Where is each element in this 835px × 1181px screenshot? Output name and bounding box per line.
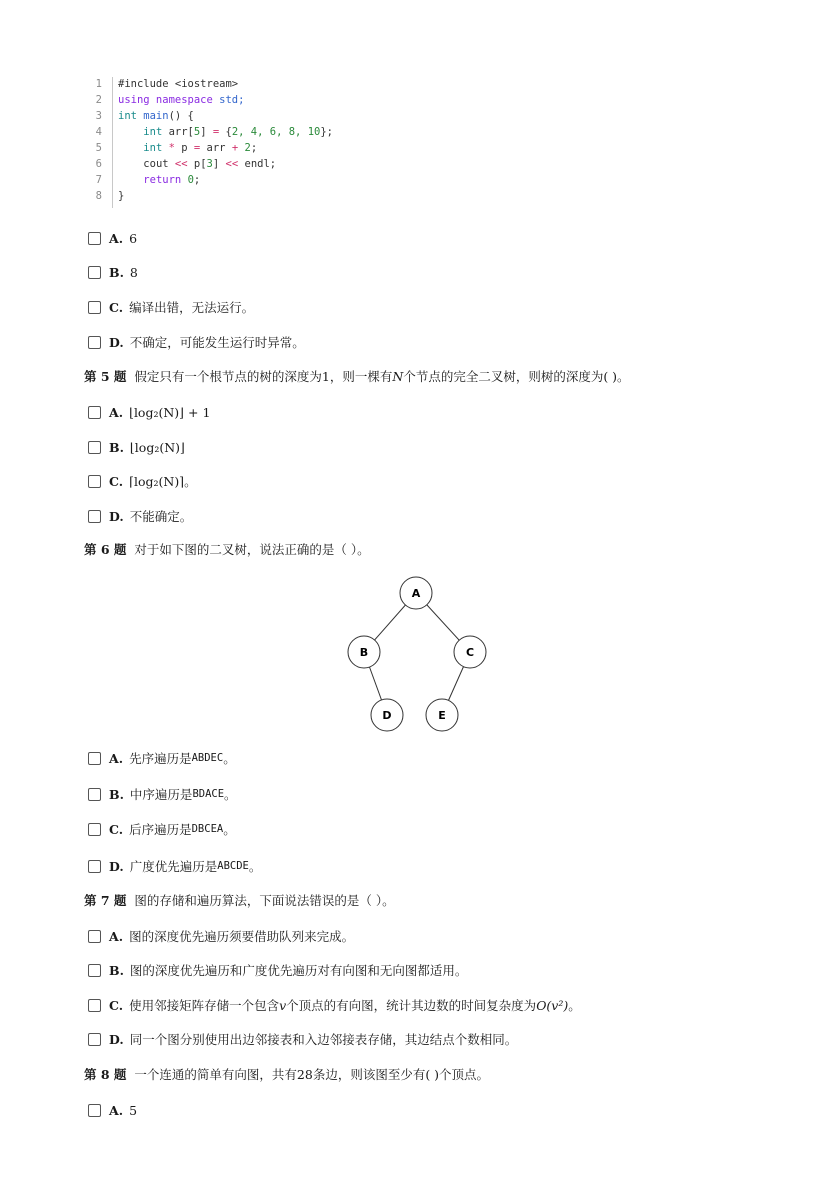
option-q8-a[interactable]: A. 5 — [88, 1101, 137, 1119]
checkbox[interactable] — [88, 999, 101, 1012]
option-q5-c[interactable]: C. ⌈log₂(N)⌉。 — [88, 472, 197, 490]
binary-tree-diagram — [340, 572, 500, 737]
option-q7-d[interactable]: D. 同一个图分别使用出边邻接表和入边邻接表存储，其边结点个数相同。 — [88, 1030, 517, 1048]
option-q7-a[interactable]: A. 图的深度优先遍历须要借助队列来完成。 — [88, 927, 354, 945]
tree-node-d — [371, 699, 403, 731]
checkbox[interactable] — [88, 752, 101, 765]
svg-text:B: B — [359, 646, 369, 659]
question-8: 第 8 题 一个连通的简单有向图，共有28条边，则该图至少有( )个顶点。 — [84, 1067, 490, 1082]
option-q4-a[interactable]: A. 6 — [88, 229, 137, 247]
option-q6-b[interactable]: B. 中序遍历是 BDACE 。 — [88, 785, 237, 803]
option-q6-d[interactable]: D. 广度优先遍历是 ABCDE 。 — [88, 857, 261, 875]
checkbox[interactable] — [88, 788, 101, 801]
option-q4-c[interactable]: C. 编译出错，无法运行。 — [88, 298, 254, 316]
checkbox[interactable] — [88, 301, 101, 314]
svg-text:C: C — [465, 646, 475, 659]
checkbox[interactable] — [88, 860, 101, 873]
option-q7-b[interactable]: B. 图的深度优先遍历和广度优先遍历对有向图和无向图都适用。 — [88, 961, 467, 979]
checkbox[interactable] — [88, 232, 101, 245]
option-q5-a[interactable]: A. ⌊log₂(N)⌋ + 1 — [88, 403, 210, 421]
checkbox[interactable] — [88, 266, 101, 279]
tree-node-e — [426, 699, 458, 731]
checkbox[interactable] — [88, 1033, 101, 1046]
option-q7-c[interactable]: C. 使用邻接矩阵存储一个包含 v 个顶点的有向图，统计其边数的时间复杂度为 O(v²) 。 — [88, 996, 581, 1014]
checkbox[interactable] — [88, 930, 101, 943]
tree-node-c — [454, 636, 486, 668]
checkbox[interactable] — [88, 475, 101, 488]
checkbox[interactable] — [88, 510, 101, 523]
checkbox[interactable] — [88, 1104, 101, 1117]
checkbox[interactable] — [88, 823, 101, 836]
question-7: 第 7 题 图的存储和遍历算法，下面说法错误的是（ ）。 — [84, 893, 395, 908]
tree-node-a — [400, 577, 432, 609]
option-q4-d[interactable]: D. 不确定，可能发生运行时异常。 — [88, 333, 305, 351]
code-gutter-divider — [112, 77, 113, 208]
checkbox[interactable] — [88, 336, 101, 349]
tree-node-b — [348, 636, 380, 668]
svg-text:D: D — [382, 709, 392, 722]
svg-text:E: E — [438, 709, 446, 722]
checkbox[interactable] — [88, 964, 101, 977]
svg-text:A: A — [411, 587, 421, 600]
checkbox[interactable] — [88, 441, 101, 454]
option-q5-b[interactable]: B. ⌊log₂(N)⌋ — [88, 438, 185, 456]
option-q6-a[interactable]: A. 先序遍历是 ABDEC 。 — [88, 749, 236, 767]
question-5: 第 5 题 假定只有一个根节点的树的深度为1，则一棵有N个节点的完全二叉树，则树的深度为( )。 — [84, 369, 630, 384]
checkbox[interactable] — [88, 406, 101, 419]
option-q5-d[interactable]: D. 不能确定。 — [88, 507, 192, 525]
option-q4-b[interactable]: B. 8 — [88, 263, 138, 281]
question-6: 第 6 题 对于如下图的二叉树，说法正确的是（ ）。 — [84, 542, 370, 557]
option-q6-c[interactable]: C. 后序遍历是 DBCEA 。 — [88, 820, 236, 838]
